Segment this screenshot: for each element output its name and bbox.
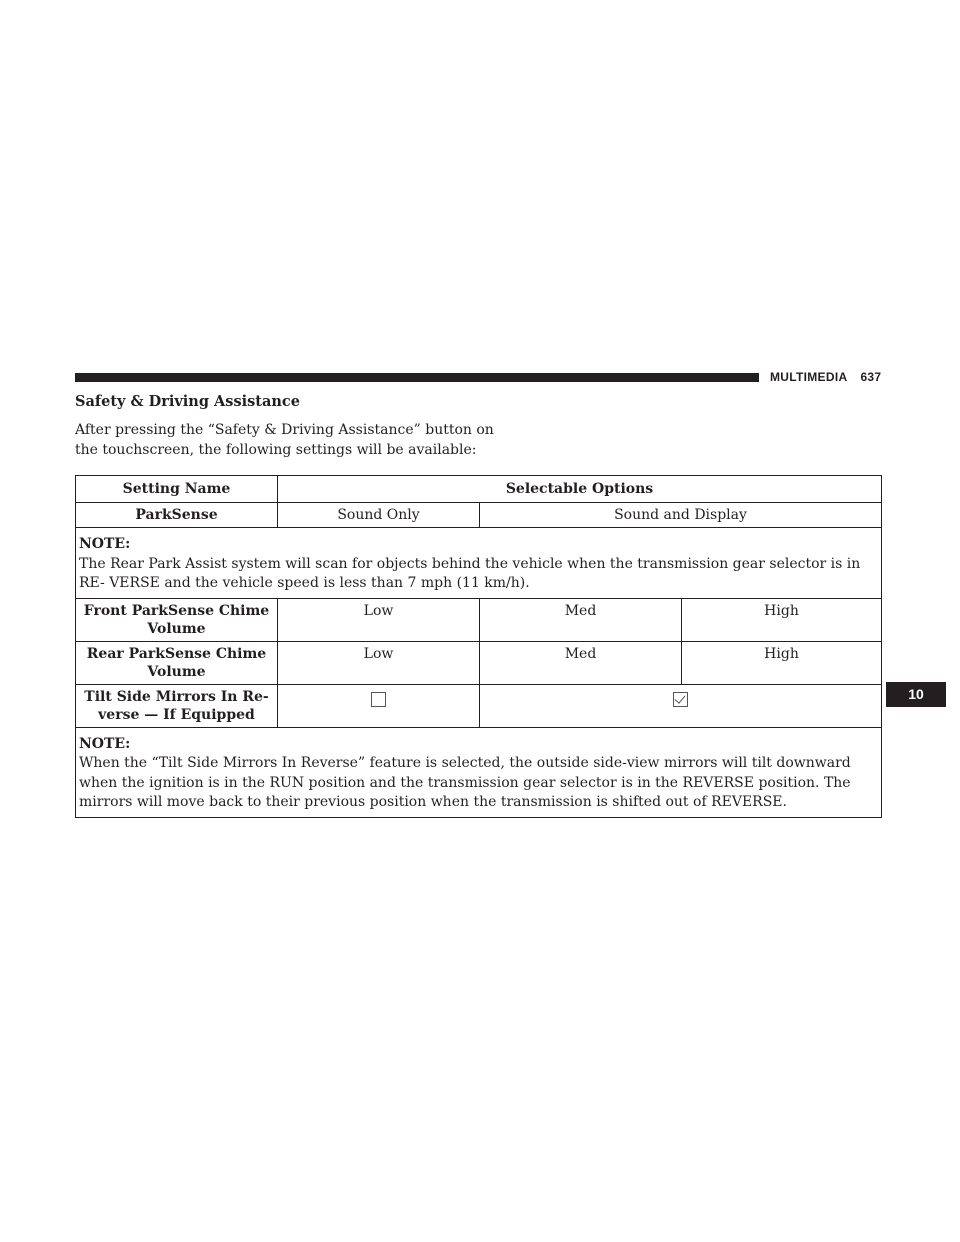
setting-name-line: Front ParkSense Chime [83,602,270,619]
checkmark-icon [674,692,685,704]
note-text: When the “Tilt Side Mirrors In Reverse” feature is selected, the outside side-view mirrors will tilt downward when the ignition is in the RUN position and the transmission gear selector is in the REVERSE position. The mirrors will move back to their previous position when the transmission is shifted out of REVERSE. [79,755,851,810]
setting-name-line: verse — If Equipped [98,706,255,723]
header-setting-name: Setting Name [76,476,278,503]
note-label: NOTE: [79,735,131,752]
option-unchecked[interactable] [278,684,480,727]
table-header-row [76,476,882,503]
section-title: Safety & Driving Assistance [75,393,300,410]
setting-name-rear-chime [76,641,278,684]
empty-checkbox-icon[interactable] [371,692,386,707]
table-row-parksense [76,503,882,528]
header-selectable-options: Selectable Options [278,476,882,503]
table-row-tilt-mirrors [76,684,882,727]
intro-line: the touchscreen, the following settings will be available: [75,442,477,458]
checked-checkbox-icon[interactable] [673,692,688,707]
setting-name-line: Tilt Side Mirrors In Re- [84,688,269,705]
setting-name-line: Volume [147,663,206,680]
table-row-note-1 [76,528,882,599]
option-low[interactable]: Low [278,598,480,641]
table-row-front-chime [76,598,882,641]
option-med[interactable]: Med [480,598,682,641]
intro-line: After pressing the “Safety & Driving Assistance” button on [75,422,494,438]
setting-name-parksense: ParkSense [76,503,278,528]
option-checked[interactable] [480,684,882,727]
setting-name-line: Rear ParkSense Chime [86,645,267,662]
settings-table [75,475,882,818]
option-sound-and-display[interactable]: Sound and Display [480,503,882,528]
option-low[interactable]: Low [278,641,480,684]
note-label: NOTE: [79,536,131,552]
setting-name-tilt-mirrors [76,684,278,727]
table-row-rear-chime [76,641,882,684]
note-cell [76,727,882,817]
intro-paragraph [75,420,495,460]
note-cell [76,528,882,599]
page-number: 637 [860,370,882,384]
setting-name-front-chime [76,598,278,641]
note-text: The Rear Park Assist system will scan for objects behind the vehicle when the transmission gear selector is in RE- VERSE and the vehicle speed is less than 7 mph (11 km/h). [79,555,861,591]
running-header [770,370,881,384]
option-sound-only[interactable]: Sound Only [278,503,480,528]
header-section-name: MULTIMEDIA [770,370,848,384]
option-high[interactable]: High [682,641,882,684]
table-row-note-2 [76,727,882,817]
option-med[interactable]: Med [480,641,682,684]
option-high[interactable]: High [682,598,882,641]
chapter-tab: 10 [886,682,946,707]
setting-name-line: Volume [147,620,206,637]
header-rule [75,373,759,382]
